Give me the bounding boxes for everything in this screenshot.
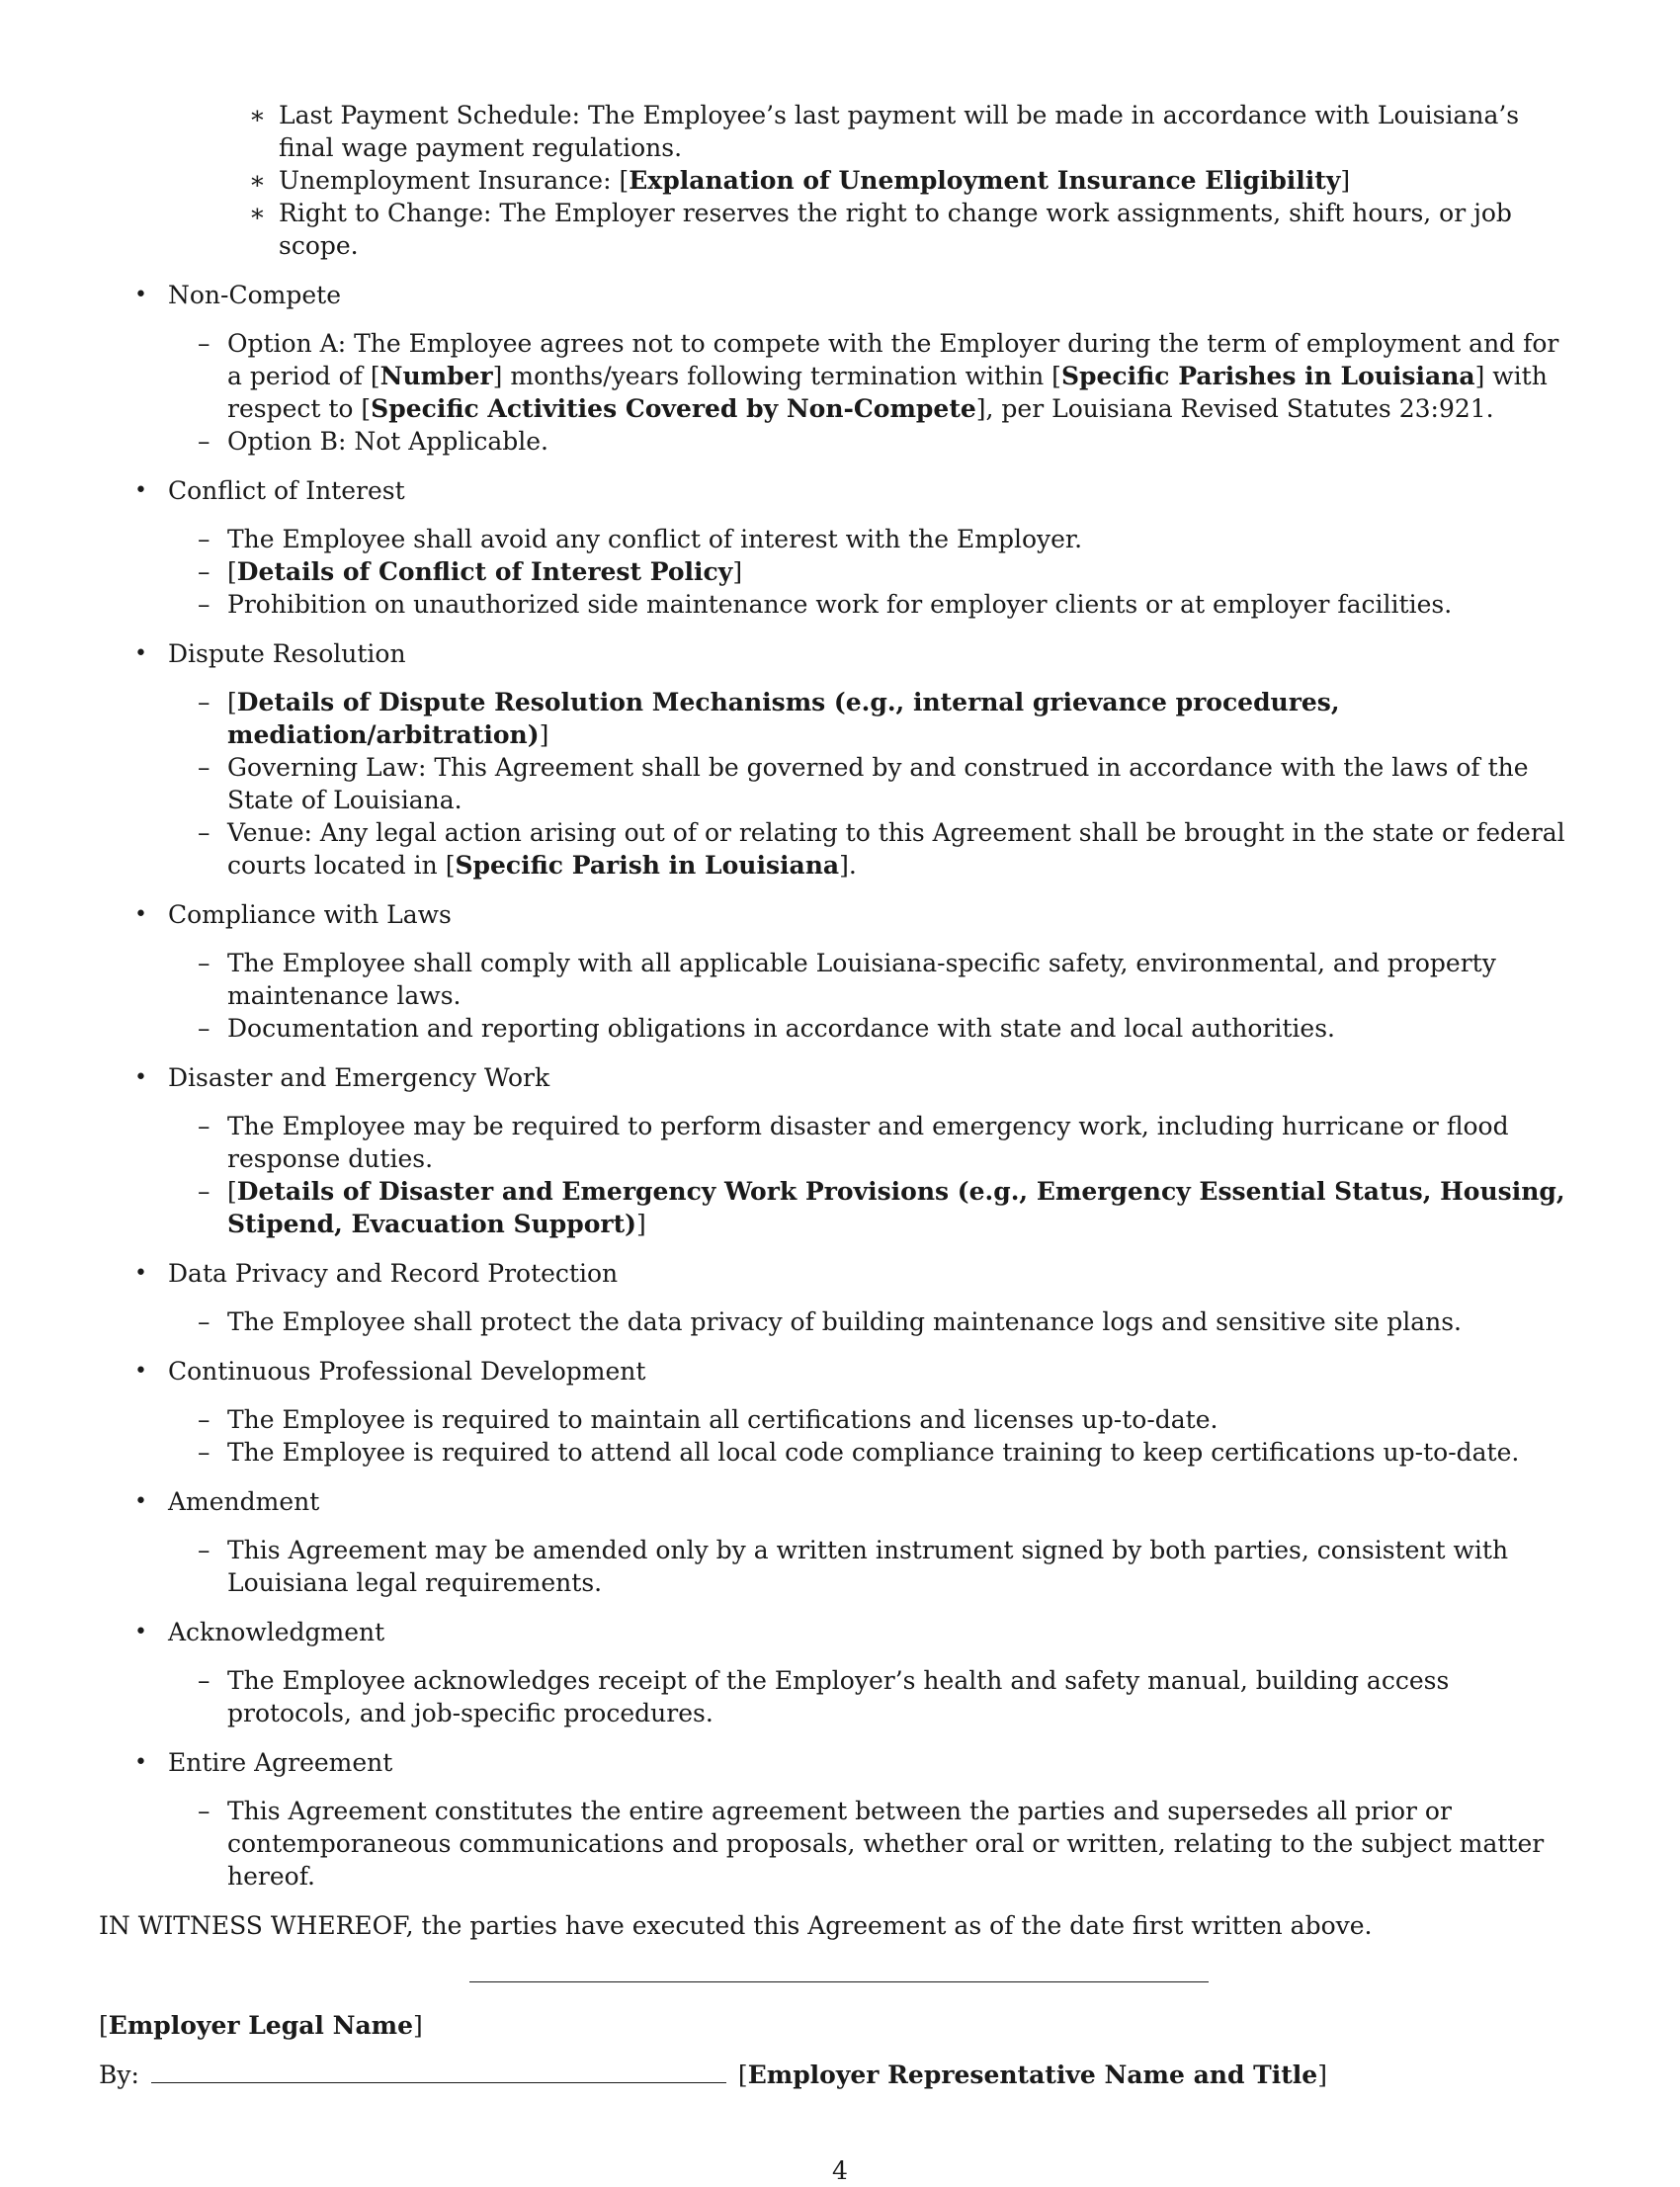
- placeholder-text: Details of Conflict of Interest Policy: [236, 557, 733, 586]
- body-text: [: [227, 1177, 237, 1206]
- list-item-text: [227, 557, 742, 586]
- employer-close-bracket: ]: [413, 2011, 423, 2040]
- section-title: Continuous Professional Development: [168, 1357, 646, 1386]
- section: [99, 1061, 1581, 1240]
- section-heading: [99, 637, 1581, 670]
- list-item: [198, 425, 1581, 458]
- dash-bullet-icon: –: [198, 1014, 210, 1043]
- bullet-icon: •: [134, 478, 147, 503]
- section: [99, 474, 1581, 621]
- body-text: ]: [539, 720, 549, 749]
- section: [99, 637, 1581, 882]
- body-text: Unemployment Insurance:: [279, 166, 620, 195]
- body-text: ], per Louisiana Revised Statutes 23:921.: [975, 394, 1494, 423]
- dash-bullet-icon: –: [198, 1405, 210, 1434]
- section-title: Entire Agreement: [168, 1748, 393, 1777]
- list-item-text: [227, 1666, 1449, 1727]
- list-item: [198, 523, 1581, 555]
- list-item: [198, 1175, 1581, 1240]
- body-text: Prohibition on unauthorized side maintenance work for employer clients or at employer facilities.: [227, 590, 1453, 619]
- dash-bullet-icon: –: [198, 949, 210, 977]
- body-text: Governing Law: This Agreement shall be governed by and construed in accordance with the laws of the State of Louisiana.: [227, 753, 1529, 814]
- list-item-text: [227, 1177, 1565, 1238]
- section-items: [198, 1795, 1581, 1893]
- dash-bullet-icon: –: [198, 753, 210, 782]
- section-title: Data Privacy and Record Protection: [168, 1259, 619, 1288]
- sections: [99, 279, 1581, 1893]
- body-text: ]: [1340, 166, 1351, 195]
- list-item: [198, 1110, 1581, 1175]
- section-heading: [99, 1616, 1581, 1648]
- list-item-text: [227, 1405, 1218, 1434]
- body-text: ] months/years following termination within [: [492, 362, 1061, 390]
- by-signature-row: [99, 2059, 1581, 2091]
- list-item-text: [227, 949, 1496, 1010]
- list-item: [198, 588, 1581, 621]
- section-heading: [99, 1257, 1581, 1290]
- dash-bullet-icon: –: [198, 1797, 210, 1825]
- asterisk-bullet-icon: ∗: [249, 101, 266, 129]
- section-items: [198, 327, 1581, 458]
- bullet-icon: •: [134, 641, 147, 666]
- list-item-text: [227, 1438, 1519, 1467]
- witness-clause: IN WITNESS WHEREOF, the parties have executed this Agreement as of the date first written above.: [99, 1911, 1373, 1940]
- by-signature-blank[interactable]: [151, 2061, 726, 2083]
- body-text: The Employee is required to maintain all certifications and licenses up-to-date.: [227, 1405, 1218, 1434]
- bullet-icon: •: [134, 902, 147, 927]
- section-heading: [99, 1746, 1581, 1779]
- dash-bullet-icon: –: [198, 1536, 210, 1564]
- dash-bullet-icon: –: [198, 525, 210, 553]
- list-item-text: [227, 1797, 1544, 1891]
- body-text: [: [227, 557, 237, 586]
- section-heading: [99, 1485, 1581, 1518]
- employer-name-block: [99, 2009, 1581, 2042]
- page-number: 4: [832, 2156, 848, 2185]
- body-text: Option B: Not Applicable.: [227, 427, 548, 456]
- body-text: Documentation and reporting obligations in accordance with state and local authorities.: [227, 1014, 1335, 1043]
- employer-legal-name: Employer Legal Name: [108, 2011, 414, 2040]
- body-text: The Employee shall avoid any conflict of interest with the Employer.: [227, 525, 1083, 553]
- placeholder-text: Specific Parish in Louisiana: [455, 851, 840, 880]
- list-item-text: [227, 818, 1565, 880]
- dash-bullet-icon: –: [198, 590, 210, 619]
- section-heading: [99, 898, 1581, 931]
- list-item-text: [227, 1014, 1335, 1043]
- list-item-text: [227, 688, 1340, 749]
- sub-list-item: [249, 197, 1581, 262]
- section: [99, 1616, 1581, 1729]
- section-items: [198, 1534, 1581, 1599]
- body-text: [: [619, 166, 630, 195]
- section-heading: [99, 474, 1581, 507]
- employer-open-bracket: [: [99, 2011, 109, 2040]
- list-item-text: [227, 1536, 1508, 1597]
- section: [99, 279, 1581, 458]
- section: [99, 1355, 1581, 1469]
- section-items: [198, 523, 1581, 621]
- list-item: [198, 816, 1581, 882]
- dash-bullet-icon: –: [198, 427, 210, 456]
- section-items: [198, 1305, 1581, 1338]
- body-text: This Agreement may be amended only by a written instrument signed by both parties, consistent with Louisiana legal requirements.: [227, 1536, 1509, 1597]
- body-text: ].: [839, 851, 857, 880]
- bullet-icon: •: [134, 283, 147, 307]
- bullet-icon: •: [134, 1261, 147, 1286]
- list-item-text: [227, 590, 1452, 619]
- sub-list-item-text: [279, 166, 1350, 195]
- list-item: [198, 1403, 1581, 1436]
- section-title: Non-Compete: [168, 281, 341, 309]
- list-item: [198, 1795, 1581, 1893]
- dash-bullet-icon: –: [198, 557, 210, 586]
- dash-bullet-icon: –: [198, 818, 210, 847]
- employer-representative: Employer Representative Name and Title: [747, 2061, 1318, 2089]
- bullet-icon: •: [134, 1489, 147, 1514]
- body-text: [: [227, 688, 237, 716]
- asterisk-bullet-icon: ∗: [249, 199, 266, 227]
- dash-bullet-icon: –: [198, 1438, 210, 1467]
- rep-open-bracket: [: [737, 2061, 748, 2089]
- section-heading: [99, 1061, 1581, 1094]
- section-title: Acknowledgment: [168, 1618, 385, 1646]
- body-text: Venue: Any legal action arising out of or relating to this Agreement shall be brought in the state or federal courts located in [: [227, 818, 1565, 880]
- list-item-text: [227, 329, 1558, 423]
- placeholder-text: Number: [379, 362, 493, 390]
- section: [99, 1746, 1581, 1893]
- body-text: The Employee shall protect the data privacy of building maintenance logs and sensitive site plans.: [227, 1307, 1462, 1336]
- body-text: ]: [732, 557, 743, 586]
- section: [99, 898, 1581, 1045]
- body-text: ] with respect to [: [227, 362, 1548, 423]
- rep-close-bracket: ]: [1317, 2061, 1327, 2089]
- document-page: [99, 99, 1581, 2135]
- list-item: [198, 947, 1581, 1012]
- body-text: The Employee acknowledges receipt of the Employer’s health and safety manual, building access protocols, and job-specific procedures.: [227, 1666, 1450, 1727]
- sub-list-item: [249, 99, 1581, 164]
- placeholder-text: Specific Activities Covered by Non-Compete: [371, 394, 976, 423]
- list-item-text: [227, 427, 548, 456]
- list-item: [198, 1534, 1581, 1599]
- bullet-icon: •: [134, 1750, 147, 1775]
- bullet-icon: •: [134, 1065, 147, 1090]
- sub-list-item-text: [279, 101, 1519, 162]
- sub-list-item-text: [279, 199, 1512, 260]
- body-text: The Employee shall comply with all applicable Louisiana-specific safety, environmental, and property maintenance laws.: [227, 949, 1496, 1010]
- section-items: [198, 1403, 1581, 1469]
- placeholder-text: Details of Disaster and Emergency Work Provisions (e.g., Emergency Essential Status, Housing, Stipend, Evacuation Support): [227, 1177, 1565, 1238]
- list-item-text: [227, 525, 1082, 553]
- section-title: Amendment: [168, 1487, 320, 1516]
- bullet-icon: •: [134, 1620, 147, 1644]
- section-title: Dispute Resolution: [168, 639, 406, 668]
- list-item: [198, 686, 1581, 751]
- placeholder-text: Details of Dispute Resolution Mechanisms (e.g., internal grievance procedures, mediation/arbitration): [227, 688, 1340, 749]
- list-item: [198, 751, 1581, 816]
- section-heading: [99, 1355, 1581, 1388]
- placeholder-text: Explanation of Unemployment Insurance Eligibility: [629, 166, 1341, 195]
- bullet-icon: •: [134, 1359, 147, 1384]
- list-item: [198, 555, 1581, 588]
- list-item-text: [227, 1112, 1509, 1173]
- body-text: The Employee may be required to perform disaster and emergency work, including hurricane or flood response duties.: [227, 1112, 1509, 1173]
- section-title: Compliance with Laws: [168, 900, 452, 929]
- list-item: [198, 1664, 1581, 1729]
- body-text: Option A: The Employee agrees not to compete with the Employer during the term of employment and for a period of [: [227, 329, 1559, 390]
- dash-bullet-icon: –: [198, 329, 210, 358]
- section-items: [198, 1664, 1581, 1729]
- placeholder-text: Specific Parishes in Louisiana: [1060, 362, 1475, 390]
- list-item: [198, 1305, 1581, 1338]
- sub-list-item: [249, 164, 1581, 197]
- body-text: This Agreement constitutes the entire agreement between the parties and supersedes all prior or contemporaneous communications and proposals, whether oral or written, relating to the subject matter hereof.: [227, 1797, 1545, 1891]
- body-text: ]: [635, 1210, 646, 1238]
- section-heading: [99, 279, 1581, 311]
- by-label: By:: [99, 2061, 139, 2089]
- body-text: The Employee is required to attend all local code compliance training to keep certifications up-to-date.: [227, 1438, 1520, 1467]
- body-text: Last Payment Schedule: The Employee’s last payment will be made in accordance with Louisiana’s final wage payment regulations.: [279, 101, 1520, 162]
- body-text: Right to Change: The Employer reserves the right to change work assignments, shift hours, or job scope.: [279, 199, 1512, 260]
- section: [99, 1257, 1581, 1338]
- list-item: [198, 327, 1581, 425]
- intro-subitems: [249, 99, 1581, 262]
- section: [99, 1485, 1581, 1599]
- section-items: [198, 947, 1581, 1045]
- dash-bullet-icon: –: [198, 1112, 210, 1140]
- section-title: Disaster and Emergency Work: [168, 1063, 550, 1092]
- list-item-text: [227, 753, 1529, 814]
- list-item: [198, 1436, 1581, 1469]
- signature-line: [469, 1981, 1209, 1982]
- dash-bullet-icon: –: [198, 1666, 210, 1695]
- section-items: [198, 686, 1581, 882]
- section-items: [198, 1110, 1581, 1240]
- list-item: [198, 1012, 1581, 1045]
- dash-bullet-icon: –: [198, 688, 210, 716]
- dash-bullet-icon: –: [198, 1177, 210, 1206]
- asterisk-bullet-icon: ∗: [249, 166, 266, 195]
- dash-bullet-icon: –: [198, 1307, 210, 1336]
- section-title: Conflict of Interest: [168, 476, 405, 505]
- list-item-text: [227, 1307, 1462, 1336]
